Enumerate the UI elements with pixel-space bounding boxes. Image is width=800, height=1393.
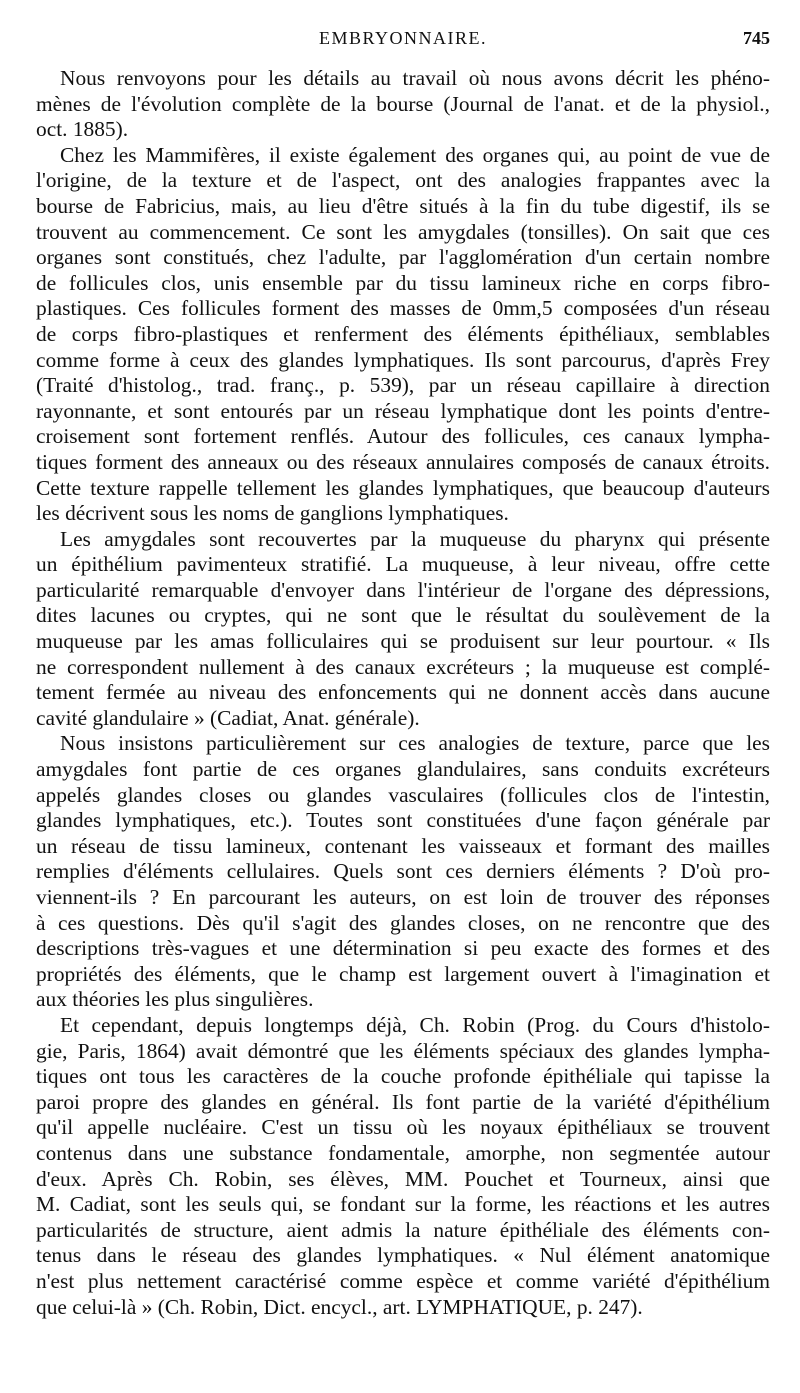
text-line: plastiques. Ces follicules forment des masses de 0mm,5 composées d'un réseau bbox=[36, 296, 770, 321]
text-line: amygdales font partie de ces organes glandulaires, sans conduits excréteurs bbox=[36, 757, 770, 782]
running-header bbox=[36, 26, 770, 54]
text-line: trouvent au commencement. Ce sont les amygdales (tonsilles). On sait que ces bbox=[36, 219, 770, 244]
text-line: un réseau de tissu lamineux, contenant les vaisseaux et formant des mailles bbox=[36, 833, 770, 858]
text-line: de follicules clos, unis ensemble par du tissu lamineux riche en corps fibro- bbox=[36, 270, 770, 295]
text-line: que celui-là » (Ch. Robin, Dict. encycl., art. LYMPHATIQUE, p. 247). bbox=[36, 1294, 643, 1319]
paragraph-1 bbox=[36, 66, 770, 143]
text-line: comme forme à ceux des glandes lymphatiques. Ils sont parcourus, d'après Frey bbox=[36, 347, 770, 372]
text-line: contenus dans une substance fondamentale, amorphe, non segmentée autour bbox=[36, 1140, 770, 1165]
paragraph-4 bbox=[36, 731, 770, 1013]
text-line: aux théories les plus singulières. bbox=[36, 987, 314, 1012]
text-line: oct. 1885). bbox=[36, 117, 129, 142]
paragraph-5 bbox=[36, 1013, 770, 1320]
text-line: l'origine, de la texture et de l'aspect, ont des analogies frappantes avec la bbox=[36, 168, 770, 193]
text-line: à ces questions. Dès qu'il s'agit des glandes closes, on ne rencontre que des bbox=[36, 910, 770, 935]
text-line: mènes de l'évolution complète de la bourse (Journal de l'anat. et de la physiol., bbox=[36, 91, 770, 116]
text-line: appelés glandes closes ou glandes vasculaires (follicules clos de l'intestin, bbox=[36, 782, 770, 807]
text-line: croisement sont fortement renflés. Autour des follicules, ces canaux lympha- bbox=[36, 424, 770, 449]
text-line: n'est plus nettement caractérisé comme espèce et comme variété d'épithélium bbox=[36, 1268, 770, 1293]
text-line: tement fermée au niveau des enfoncements qui ne donnent accès dans aucune bbox=[36, 680, 770, 705]
text-line: Et cependant, depuis longtemps déjà, Ch. Robin (Prog. du Cours d'histolo- bbox=[60, 1012, 770, 1037]
text-line: ne correspondent nullement à des canaux excréteurs ; la muqueuse est complé- bbox=[36, 654, 770, 679]
text-line: Chez les Mammifères, il existe également des organes qui, au point de vue de bbox=[60, 142, 770, 167]
text-line: (Traité d'histolog., trad. franç., p. 539), par un réseau capillaire à direction bbox=[36, 373, 770, 398]
text-line: tenus dans le réseau des glandes lymphatiques. « Nul élément anatomique bbox=[36, 1243, 770, 1268]
paragraph-2 bbox=[36, 143, 770, 527]
text-line: particularités de structure, aient admis la nature épithéliale des éléments con- bbox=[36, 1217, 770, 1242]
running-title: EMBRYONNAIRE. bbox=[318, 28, 487, 48]
text-line: gie, Paris, 1864) avait démontré que les éléments spéciaux des glandes lympha- bbox=[36, 1038, 770, 1063]
text-line: de corps fibro-plastiques et renferment des éléments épithéliaux, semblables bbox=[36, 321, 770, 346]
paragraph-3 bbox=[36, 527, 770, 732]
text-line: descriptions très-vagues et une détermination si peu exacte des formes et des bbox=[36, 936, 770, 961]
text-line: d'eux. Après Ch. Robin, ses élèves, MM. Pouchet et Tourneux, ainsi que bbox=[36, 1166, 770, 1191]
text-line: cavité glandulaire » (Cadiat, Anat. générale). bbox=[36, 705, 420, 730]
text-line: un épithélium pavimenteux stratifié. La muqueuse, à leur niveau, offre cette bbox=[36, 552, 770, 577]
text-line: qu'il appelle nucléaire. C'est un tissu où les noyaux épithéliaux se trouvent bbox=[36, 1115, 770, 1140]
text-line: les décrivent sous les noms de ganglions lymphatiques. bbox=[36, 501, 509, 526]
text-line: M. Cadiat, sont les seuls qui, se fondant sur la forme, les réactions et les autres bbox=[36, 1192, 770, 1217]
text-line: organes sont constitués, chez l'adulte, par l'agglomération d'un certain nombre bbox=[36, 245, 770, 270]
text-line: Nous insistons particulièrement sur ces analogies de texture, parce que les bbox=[60, 731, 770, 756]
text-line: tiques ont tous les caractères de la couche profonde épithéliale qui tapisse la bbox=[36, 1064, 770, 1089]
text-line: paroi propre des glandes en général. Ils font partie de la variété d'épithélium bbox=[36, 1089, 770, 1114]
text-line: bourse de Fabricius, mais, au lieu d'être situés à la fin du tube digestif, ils se bbox=[36, 193, 770, 218]
page-number: 745 bbox=[743, 28, 770, 48]
text-line: remplies d'éléments cellulaires. Quels sont ces derniers éléments ? D'où pro- bbox=[36, 859, 770, 884]
text-line: dites lacunes ou cryptes, qui ne sont que le résultat du soulèvement de la bbox=[36, 603, 770, 628]
text-line: rayonnante, et sont entourés par un réseau lymphatique dont les points d'entre- bbox=[36, 398, 770, 423]
text-line: propriétés des éléments, que le champ est largement ouvert à l'imagination et bbox=[36, 961, 770, 986]
text-line: glandes lymphatiques, etc.). Toutes sont constituées d'une façon générale par bbox=[36, 808, 770, 833]
text-line: viennent-ils ? En parcourant les auteurs, on est loin de trouver des réponses bbox=[36, 885, 770, 909]
text-line: Les amygdales sont recouvertes par la muqueuse du pharynx qui présente bbox=[60, 526, 770, 551]
text-line: muqueuse par les amas folliculaires qui se produisent sur leur pourtour. « Ils bbox=[36, 629, 770, 654]
text-line: tiques forment des anneaux ou des réseaux annulaires composés de canaux étroits. bbox=[36, 449, 770, 474]
text-line: Nous renvoyons pour les détails au travail où nous avons décrit les phéno- bbox=[60, 66, 770, 90]
text-line: particularité remarquable d'envoyer dans l'intérieur de l'organe des dépressions, bbox=[36, 577, 770, 602]
text-line: Cette texture rappelle tellement les glandes lymphatiques, que beaucoup d'auteurs bbox=[36, 475, 770, 500]
